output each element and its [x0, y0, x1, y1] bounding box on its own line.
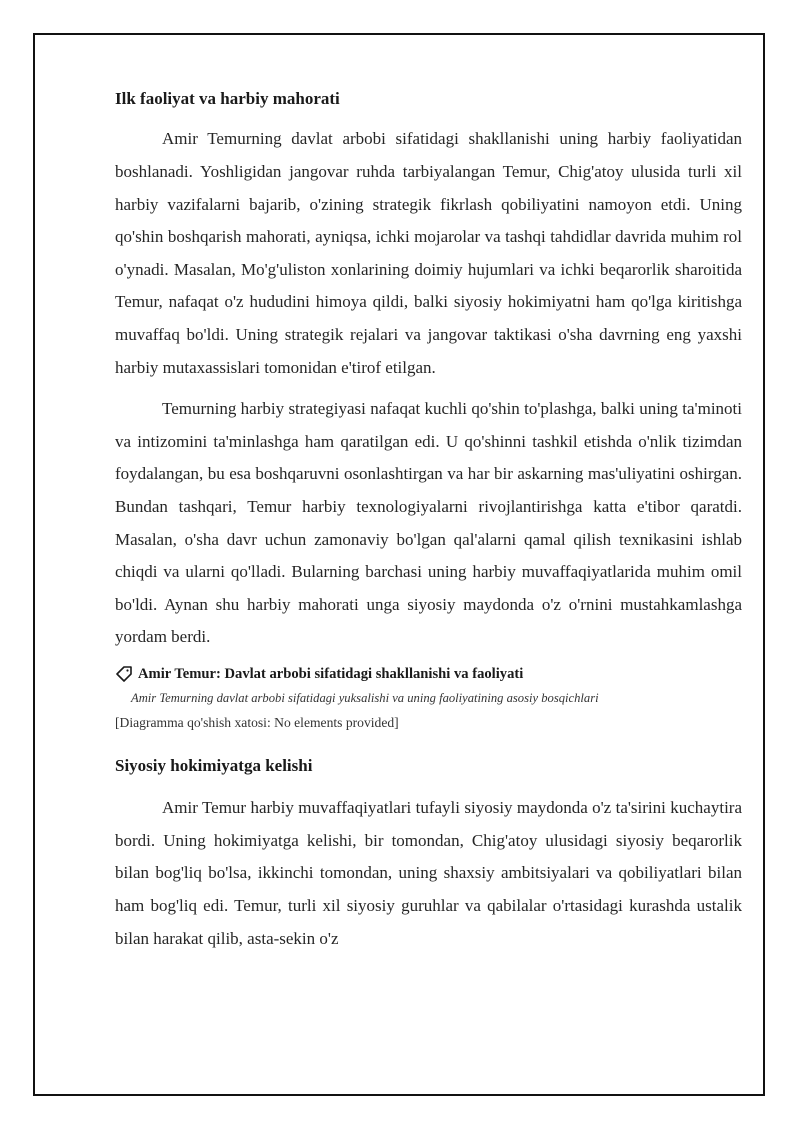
paragraph-military-1: Amir Temurning davlat arbobi sifatidagi shakllanishi uning harbiy faoliyatidan boshlanadi. Yoshligidan jangovar ruhda tarbiyalangan Temur, Chig'atoy ulusida turli xil harbiy vazifalarni bajarib, o'zining strategik fikrlash qobiliyatini namoyon etdi. Uning qo'shin boshqarish mahorati, ayniqsa, ichki mojarolar va tashqi tahdidlar davrida muhim rol o'ynadi. Masalan, Mo'g'uliston xonlarining doimiy hujumlari va ichki beqarorlik sharoitida Temur, nafaqat o'z hududini himoya qildi, balki siyosiy hokimiyatni ham qo'lga kiritishga muvaffaq bo'ldi. Uning strategik rejalari va jangovar taktikasi o'sha davrning eng yaxshi harbiy mutaxassislari tomonidan e'tirof etilgan. — [115, 129, 742, 377]
paragraph-political-1: Amir Temur harbiy muvaffaqiyatlari tufayli siyosiy maydonda o'z ta'sirini kuchaytira bordi. Uning hokimiyatga kelishi, bir tomondan, Chig'atoy ulusidagi siyosiy beqarorlik bilan bog'liq bo'lsa, ikkinchi tomondan, uning shaxsiy ambitsiyalari va qobiliyatlari bilan ham bog'liq edi. Temur, turli xil siyosiy guruhlar va qabilalar o'rtasidagi kurashda ustalik bilan harakat qilib, asta-sekin o'z — [115, 798, 742, 948]
diagram-placeholder — [115, 664, 742, 732]
section-heading-political-power: Siyosiy hokimiyatga kelishi — [115, 755, 313, 775]
paragraph-military-2: Temurning harbiy strategiyasi nafaqat kuchli qo'shin to'plashga, balki uning ta'minoti va intizomini ta'minlashga ham qaratilgan edi. U qo'shinni tashkil etishda o'nlik tizimdan foydalangan, bu esa boshqaruvni osonlashtirgan va har bir askarning mas'uliyatini oshirgan. Bundan tashqari, Temur harbiy texnologiyalarni rivojlantirishga katta e'tibor qaratdi. Masalan, o'sha davr uchun zamonaviy bo'lgan qal'alarni qamal qilish texnikasini ishlab chiqdi va ularni qo'lladi. Bularning barchasi uning harbiy muvaffaqiyatlarida muhim omil bo'ldi. Aynan shu harbiy mahorati unga siyosiy maydonda o'z o'rnini mustahkamlashga yordam berdi. — [115, 399, 742, 647]
diagram-error-message: [Diagramma qo'shish xatosi: No elements provided] — [115, 714, 399, 730]
diagram-title-row — [115, 664, 742, 684]
diagram-subtitle: Amir Temurning davlat arbobi sifatidagi yuksalishi va uning faoliyatining asosiy bosqichlari — [131, 690, 599, 705]
document-body — [115, 85, 742, 964]
tag-icon — [115, 665, 133, 683]
diagram-title: Amir Temur: Davlat arbobi sifatidagi shakllanishi va faoliyati — [138, 665, 524, 682]
section-heading-military: Ilk faoliyat va harbiy mahorati — [115, 89, 340, 108]
